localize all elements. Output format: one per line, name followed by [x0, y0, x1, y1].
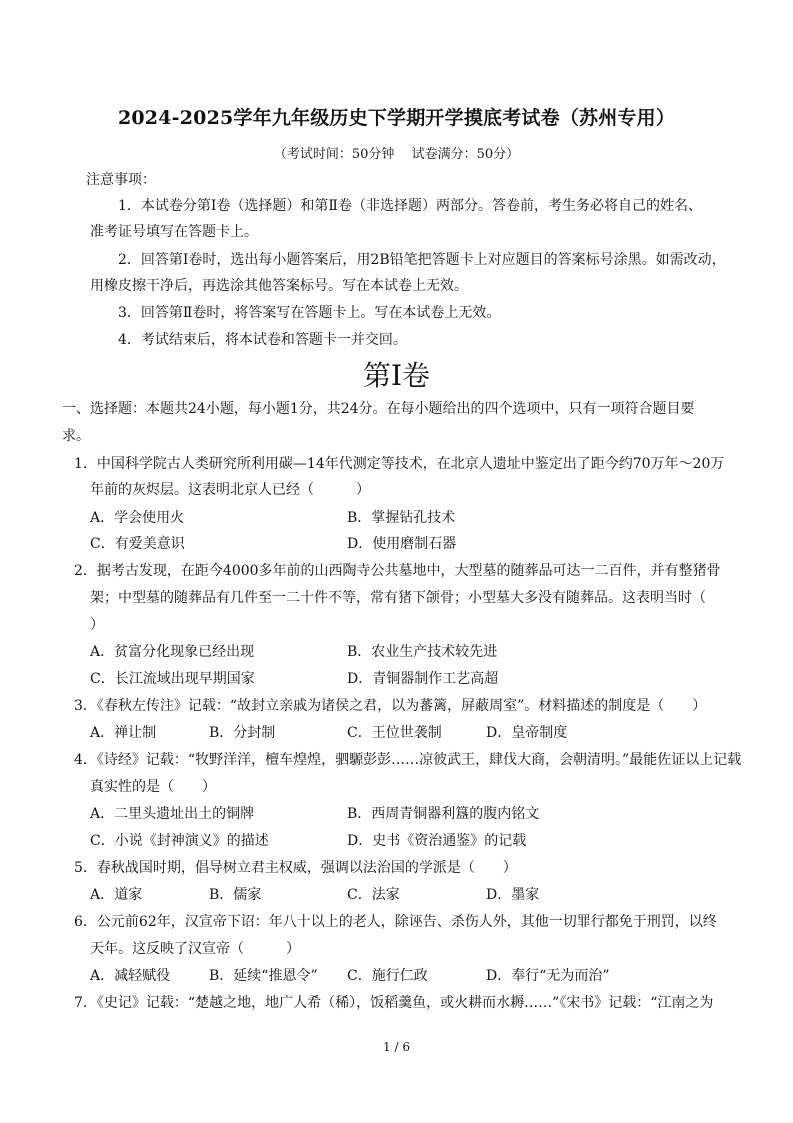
option-c: C．施行仁政	[347, 968, 428, 984]
option-c: C．长江流域出现早期国家	[90, 671, 255, 687]
option-a: A．贫富分化现象已经出现	[90, 644, 255, 660]
notes-line: 用橡皮擦干净后，再选涂其他答案标号。写在本试卷上无效。	[90, 278, 468, 294]
notes-line: 4．考试结束后，将本试卷和答题卡一并交回。	[118, 332, 407, 348]
question-stem: 2．据考古发现，在距今4000多年前的山西陶寺公共墓地中，大型墓的随葬品可达一二百件，并有整猪骨	[74, 563, 721, 579]
option-d: D．青铜器制作工艺高超	[347, 671, 499, 687]
option-a: A．禅让制	[90, 725, 157, 741]
question-stem: 6．公元前62年，汉宣帝下诏：年八十以上的老人，除诬告、杀伤人外，其他一切罪行都免于刑罚，以终	[74, 914, 717, 930]
question-stem: 1．中国科学院古人类研究所利用碳—14年代测定等技术，在北京人遗址中鉴定出了距今约70万年～20万	[74, 456, 725, 472]
question-stem: 年前的灰烬层。这表明北京人已经（ ）	[90, 482, 370, 498]
question-stem: 天年。这反映了汉宣帝（ ）	[90, 941, 300, 957]
section-intro: 一、选择题：本题共24小题，每小题1分，共24分。在每小题给出的四个选项中，只有一项符合题目要	[62, 401, 695, 417]
section-title: 第Ⅰ卷	[362, 359, 431, 392]
option-a: A．减轻赋役	[90, 968, 171, 984]
option-b: B．农业生产技术较先进	[347, 644, 498, 660]
notes-line: 2．回答第Ⅰ卷时，选出每小题答案后，用2B铅笔把答题卡上对应题目的答案标号涂黑。如需改动，	[118, 252, 726, 268]
option-a: A．道家	[90, 887, 143, 903]
option-b: B．儒家	[209, 887, 262, 903]
notes-line: 1．本试卷分第Ⅰ卷（选择题）和第Ⅱ卷（非选择题）两部分。答卷前，考生务必将自己的姓名、	[118, 198, 702, 214]
option-b: B．西周青铜器利簋的腹内铭文	[347, 806, 540, 822]
section-intro: 求。	[62, 428, 90, 444]
notes-heading: 注意事项：	[86, 172, 156, 188]
option-b: B．延续“推恩令”	[209, 968, 318, 984]
option-d: D．使用磨制石器	[347, 536, 457, 552]
option-b: B．分封制	[209, 725, 276, 741]
option-a: A．学会使用火	[90, 510, 185, 526]
notes-line: 准考证号填写在答题卡上。	[90, 224, 258, 240]
question-stem: 5．春秋战国时期，倡导树立君主权威，强调以法治国的学派是（ ）	[74, 860, 517, 876]
question-stem: 3．《春秋左传注》记载：“故封立亲戚为诸侯之君，以为蕃篱，屏蔽周室”。材料描述的制度是（ ）	[74, 698, 707, 714]
page-number: 1 / 6	[383, 1040, 410, 1054]
option-c: C．王位世袭制	[347, 725, 442, 741]
option-c: C．小说《封神演义》的描述	[90, 833, 269, 849]
notes-line: 3．回答第Ⅱ卷时，将答案写在答题卡上。写在本试卷上无效。	[118, 305, 501, 321]
option-d: D．奉行“无为而治”	[486, 968, 610, 984]
question-stem: ）	[90, 617, 104, 633]
option-c: C．有爱美意识	[90, 536, 185, 552]
option-a: A．二里头遗址出土的铜牌	[90, 806, 255, 822]
question-stem: 架；中型墓的随葬品有几件至一二十件不等，常有猪下颌骨；小型墓大多没有随葬品。这表明当时（	[90, 590, 706, 606]
question-stem: 真实性的是（ ）	[90, 779, 216, 795]
option-d: D．墨家	[486, 887, 540, 903]
exam-subtitle: （考试时间：50分钟 试卷满分：50分）	[273, 147, 520, 162]
option-d: D．史书《资治通鉴》的记载	[347, 833, 527, 849]
question-stem: 4．《诗经》记载：“牧野洋洋，檀车煌煌，驷騵彭彭……凉彼武王，肆伐大商，会朝清明。”最能佐证以上记载	[74, 752, 742, 768]
option-c: C．法家	[347, 887, 400, 903]
option-d: D．皇帝制度	[486, 725, 568, 741]
exam-title: 2024-2025学年九年级历史下学期开学摸底考试卷（苏州专用）	[117, 107, 676, 129]
question-stem: 7．《史记》记载：“楚越之地，地广人希（稀），饭稻羹鱼，或火耕而水耨……”《宋书》记载：“江南之为	[74, 995, 714, 1011]
option-b: B．掌握钻孔技术	[347, 510, 456, 526]
